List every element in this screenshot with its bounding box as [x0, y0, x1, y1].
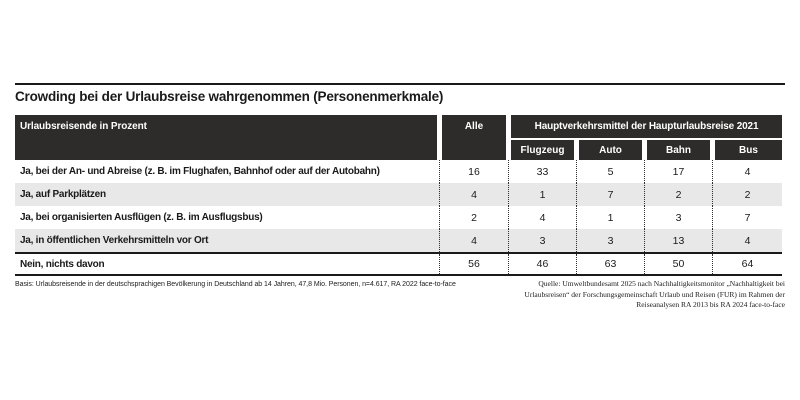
- row-label: Ja, bei der An- und Abreise (z. B. im Flughafen, Bahnhof oder auf der Autobahn): [20, 166, 380, 177]
- cell-bus: 4: [712, 160, 782, 183]
- header-group-block: [511, 115, 782, 160]
- header-cell-alle: Alle: [442, 115, 506, 160]
- cell-auto: 63: [576, 254, 644, 274]
- page-title: Crowding bei der Urlaubsreise wahrgenommen (Personenmerkmale): [15, 89, 444, 104]
- cell-flugzeug: 46: [508, 254, 576, 274]
- cell-auto: 5: [576, 160, 644, 183]
- header-cell-flugzeug: Flugzeug: [511, 140, 574, 160]
- cell-bahn: 17: [644, 160, 712, 183]
- row-label: Ja, bei organisierten Ausflügen (z. B. im Ausflugsbus): [20, 212, 263, 223]
- table-row-oeffentliche-verkehrsmittel: [15, 229, 782, 252]
- header-subrow: [511, 140, 782, 160]
- cell-alle: 4: [439, 229, 508, 252]
- table-row-anreise: [15, 160, 782, 183]
- table-bottom-rule: [15, 274, 782, 276]
- table-header: [15, 115, 782, 160]
- cell-alle: 16: [439, 160, 508, 183]
- header-cell-bus: Bus: [715, 140, 782, 160]
- row-label: Ja, in öffentlichen Verkehrsmitteln vor Ort: [20, 235, 209, 246]
- table-row-ausfluege: [15, 206, 782, 229]
- quelle-footnote: Quelle: Umweltbundesamt 2025 nach Nachhaltigkeitsmonitor „Nachhaltigkeit bei Urlaubsreisen“ der Forschungsgemeinschaft Urlaub und Reisen (FUR) im Rahmen der Reiseanalysen RA 2013 bis RA 2024 face-to-face: [524, 279, 785, 309]
- cell-alle: 56: [439, 254, 508, 274]
- cell-bahn: 2: [644, 183, 712, 206]
- cell-alle: 2: [439, 206, 508, 229]
- table-row-parkplaetze: [15, 183, 782, 206]
- cell-flugzeug: 4: [508, 206, 576, 229]
- header-cell-row-dimension: Urlaubsreisende in Prozent: [15, 115, 437, 160]
- cell-bus: 4: [712, 229, 782, 252]
- cell-auto: 7: [576, 183, 644, 206]
- header-cell-auto: Auto: [579, 140, 642, 160]
- cell-alle: 4: [439, 183, 508, 206]
- row-label: Ja, auf Parkplätzen: [20, 189, 106, 200]
- table-row-nein: [15, 254, 782, 274]
- cell-bahn: 13: [644, 229, 712, 252]
- row-label: Nein, nichts davon: [20, 258, 105, 270]
- cell-bus: 7: [712, 206, 782, 229]
- cell-bahn: 50: [644, 254, 712, 274]
- top-divider: [15, 83, 785, 85]
- cell-flugzeug: 33: [508, 160, 576, 183]
- cell-auto: 1: [576, 206, 644, 229]
- cell-flugzeug: 3: [508, 229, 576, 252]
- cell-flugzeug: 1: [508, 183, 576, 206]
- basis-footnote: Basis: Urlaubsreisende in der deutschsprachigen Bevölkerung in Deutschland ab 14 Jahren, 47,8 Mio. Personen, n=4.617, RA 2022 face-to-face: [15, 281, 456, 288]
- cell-bus: 64: [712, 254, 782, 274]
- cell-auto: 3: [576, 229, 644, 252]
- cell-bahn: 3: [644, 206, 712, 229]
- header-cell-column-group: Hauptverkehrsmittel der Haupturlaubsreise 2021: [511, 115, 782, 138]
- header-cell-bahn: Bahn: [647, 140, 710, 160]
- cell-bus: 2: [712, 183, 782, 206]
